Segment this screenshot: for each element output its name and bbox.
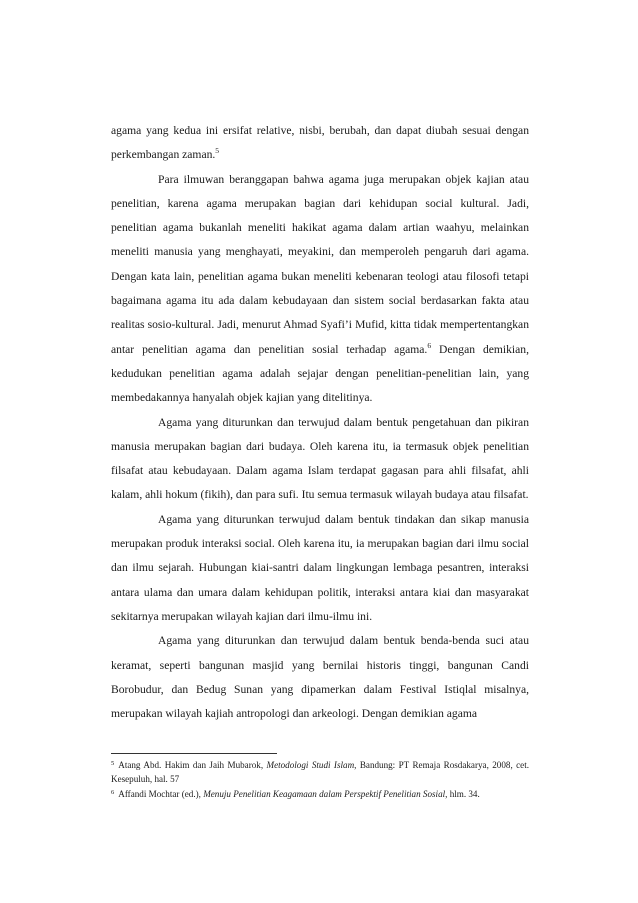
footnote-text: , Bandung: PT Remaja Rosdakarya, 2008, cet. Kesepuluh, hal. 57 [111, 760, 530, 785]
footnote-text: , hlm. 34. [445, 788, 480, 799]
footnote-text: Affandi Mochtar (ed.), [118, 788, 204, 799]
footnote [111, 758, 529, 787]
paragraph [111, 411, 529, 508]
paragraph-text: Agama yang diturunkan terwujud dalam bentuk tindakan dan sikap manusia merupakan produk interaksi social. Oleh karena itu, ia merupakan bagian dari ilmu social dan ilmu sejarah. Hubungan kiai-santri dalam lingkungan lembaga pesantren, interaksi antara ulama dan umara dalam kehidupan politik, interaksi antara kiai dan masyarakat sekitarnya merupakan wilayah kajian dari ilmu-ilmu ini. [111, 512, 529, 623]
footnote-number: 6 [111, 788, 115, 796]
paragraph-text: Agama yang diturunkan dan terwujud dalam bentuk benda-benda suci atau keramat, seperti bangunan masjid yang bernilai historis tinggi, bangunan Candi Borobudur, dan Bedug Sunan yang dipamerkan dalam Festival Istiqlal misalnya, merupakan wilayah kajiah antropologi dan arkeologi. Dengan demikian agama [111, 634, 529, 721]
footnotes [111, 758, 529, 801]
footnote-text: Atang Abd. Hakim dan Jaih Mubarok, [118, 760, 267, 770]
footnote-separator [111, 753, 277, 754]
paragraph-text: Agama yang diturunkan dan terwujud dalam bentuk pengetahuan dan pikiran manusia merupakan bagian dari budaya. Oleh karena itu, ia termasuk objek penelitian filsafat atau kebudayaan. Dalam agama Islam terdapat gagasan para ahli filsafat, ahli kalam, ahli hokum (fikih), dan para sufi. Itu semua termasuk wilayah budaya atau filsafat. [111, 415, 529, 502]
footnote-number: 5 [111, 760, 115, 767]
paragraph-text: Para ilmuwan beranggapan bahwa agama juga merupakan objek kajian atau penelitian, karena agama merupakan bagian dari kehidupan social kultural. Jadi, penelitian agama bukanlah meneliti hakikat agama dalam artian waahyu, melainkan meneliti manusia yang menghayati, meyakini, dan memperoleh pengaruh dari agama. Dengan kata lain, penelitian agama bukan meneliti kebenaran teologi atau filosofi tetapi bagaimana agama itu ada dalam kebudayaan dan sistem social berdasarkan fakta atau realitas sosio-kultural. Jadi, menurut Ahmad Syafi’i Mufid, kitta tidak mempertentangkan antar penelitian agama dan penelitian sosial terhadap agama. [111, 172, 529, 356]
footnote-reference: 6 [427, 340, 432, 350]
footnote-title: Metodologi Studi Islam [266, 760, 355, 770]
paragraph-text: Dengan demikian, kedudukan penelitian agama adalah sejajar dengan penelitian-penelitian lain, yang membedakannya hanyalah objek kajian yang ditelitinya. [111, 342, 529, 405]
body-text [111, 119, 529, 726]
paragraph [111, 119, 529, 168]
paragraph [111, 508, 529, 629]
footnote-title: Menuju Penelitian Keagamaan dalam Perspektif Penelitian Sosial [203, 788, 446, 799]
paragraph [111, 629, 529, 726]
paragraph-text: agama yang kedua ini ersifat relative, nisbi, berubah, dan dapat diubah sesuai dengan perkembangan zaman. [111, 124, 529, 162]
footnote-reference: 5 [215, 146, 220, 156]
paragraph [111, 168, 529, 411]
footnote [111, 787, 529, 801]
